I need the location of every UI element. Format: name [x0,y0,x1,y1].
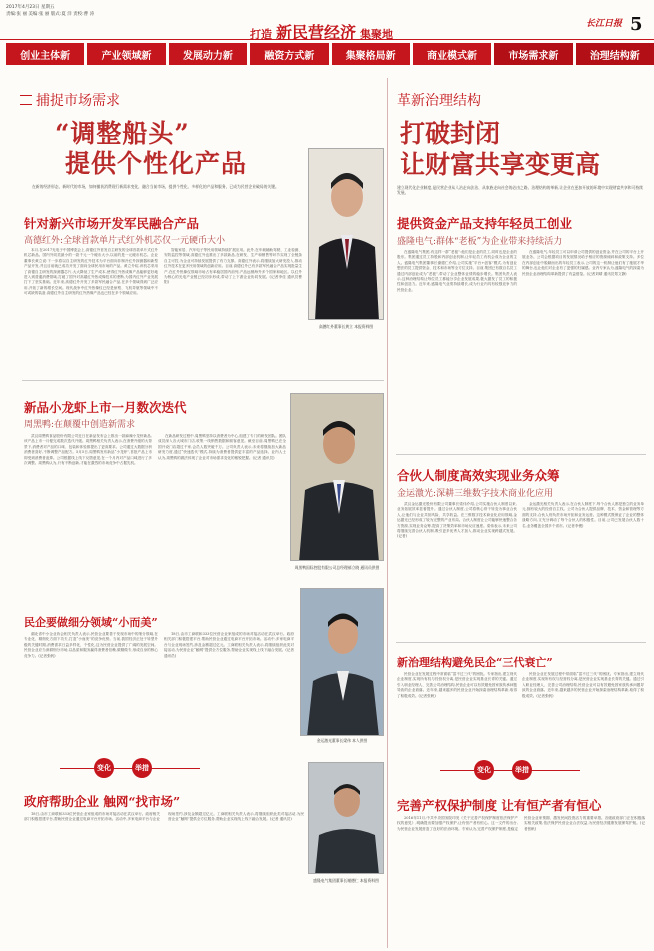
article-6-col2 [522,502,644,636]
page-header [0,0,654,40]
article-7-text-2: 民营企业在发展过程中常面临“富不过三代”的困扰。专家指出,建立现代企业制度,实现所有权与经营权分离,是民营企业实现基业长青的关键。通过引入职业经理人、完善公司治理结构,民营企业可以有效避免因家族传承问题导致的企业衰落。近年来,越来越多的民营企业开始探索治理结构革新,取得了积极成效。(记者张帆) [522,672,644,698]
article-5-col1 [397,250,517,446]
portrait-icon [301,589,384,736]
badge-measure: 举措 [132,758,152,778]
article-2-text-2: 在新品研发过程中,周黑鸭坚持以消费者为中心,组建了专门的研发团队。团队成员深入各大城市门店,收集一线销售数据和顾客意见。截至目前,周黑鸭已在全国开设门店超过千家,会员人数突破千万。公司负责人表示,未来将继续加大新品研发力度,通过“快速迭代”模式,持续为消费者提供更丰富的产品选择。业内人士认为,周黑鸭的做法体现了企业对市场需求变化的敏锐把握。(记者 通讯员) [158,434,286,460]
headline-1: “调整船头” [55,119,190,148]
subhead-4: 政府帮助企业 触网“找市场” [24,794,181,809]
badge-rule [60,768,200,769]
photo-mid-left [300,588,384,736]
headline-4: 让财富共享变更高 [400,150,601,179]
article-2-col1 [24,434,152,606]
headline-2: 提供个性化产品 [65,149,248,178]
article-3-col2 [164,632,294,744]
banner-suffix: 集聚地 [360,28,394,41]
article-3-text-2: 18日,由市工商联和333位民营企业家组成的市场对接活动在武汉举行。政府相关部门积极搭建平台,帮助民营企业通过电商平台开拓市场。活动中,多家电商平台与企业现场签约,涉及金额超过亿元。工商联相关负责人表示,将继续组织此类对接活动,为民营企业“触网”提供全方位服务,帮助企业实现线上线下融合发展。(记者 通讯员) [164,632,294,658]
article-5-text-2: 在盛隆电气,年轻员工可以申请公司提供的创业资金,并在公司的平台上开展业务。公司会根据项目的发展情况给予相应的资源倾斜和政策支持。多位在内部创业中脱颖而出的年轻员工表示,公司的这一机制让他们有了施展才华的舞台,也让他们对企业有了更强的归属感。业内专家认为,盛隆电气的探索为民营企业治理结构革新提供了有益借鉴。(记者刘晴 通讯员郑文静) [522,250,644,276]
article-5-col2 [522,250,644,446]
article-1-col1 [24,248,158,373]
tag-lines-icon [20,95,32,105]
lead-text-left: 在新的经济形态，新时代的市场，如何捕获消费现行新需求变化，融合当前市场，提供个性化、多样化的产品和服务，已成为民营企业破局的关键。 [32,184,279,189]
nav-item-3: 发展动力新 [169,43,247,65]
article-4 [24,812,304,942]
portrait-icon [309,149,384,320]
nav-item-5: 集聚格局新 [332,43,410,65]
article-1-text-2: 智能家居、汽车电子等民用领域持续扩展应用。此外,在车载辅助驾驶、工业检测、安防监控等领域,高德红外也推出了多款新品,在研发、生产和销售等环节实现了全链条自主可控,为企业可持续发展提供了有力支撑。高德红外表示,将继续加大研发投入,推动红外技术在更多民用领域的创新应用。目前,高德红外已有多款军民融合产品实现批量生产,在红外热像仪领域市场占有率稳居国内前列,产品远销海外多个国家和地区。以红外为核心的光电产业链已经初步形成,带动了上下游企业协同发展。(记者李佳 通讯员曹 阳) [164,248,302,285]
badge-change: 变化 [94,758,114,778]
photo5-caption [300,738,384,754]
subhead-8: 完善产权保护制度 让有恒产者有恒心 [397,798,602,813]
rule [22,380,384,381]
article-5-text: 在盛隆电气集团,有这样一群“老板”:他们是企业的员工,同时也是企业的股东。集团通过员工持股和内部创业机制,让年轻员工有机会成为企业的主人。盛隆电气集团董事长谢德仁介绍,公司实施“平台+创客”模式,为有创业想法的员工提供资金、技术和市场等全方位支持。目前,集团已有数百名员工通过内部创业成为“老板”,带动了企业整体业绩的稳步增长。集团负责人表示,这种治理结构让每位员工都能分享企业发展成果,极大激发了员工的积极性和创造力。近年来,盛隆电气业绩持续增长,成为行业内具有较强竞争力的民营企业。 [397,250,517,292]
article-1-col2 [164,248,302,373]
section-nav [6,43,654,65]
article-3-text: 湖北省中小企业协会相关负责人表示,民营企业要善于发现市场中的细分领域,在专业化、精细化方面下功夫,打造“小而美”的竞争优势。当前,我国经济正处于转型升级的关键时期,消费需求日益多样化、个性化,这为民营企业提供了广阔的发展空间。民营企业应当深耕细分市场,以品质和服务赢得消费者信赖,做精做专,形成自身的核心竞争力。(记者张帆) [24,632,158,658]
article-1-text: 本月,在2017光电子中国博览会上,高德红外首发自主研发的全球首款单片式红外机芯新品。国内外同类最小的一款千元一个硬币大小,以前的是一元硬币机芯。企业董事长黄立说:下一步将以自主研发的红外技术为平台面向非制冷红外探测器和新型产品开发,并且目前就已成功开发了面向全球民用市场的产品。黄立介绍,该机芯采用了高德自主研发的探测器芯片,大大降低了生产成本,使得红外热成像产品能够更好地进入到普通消费领域,打破了国外对高端红外热成像技术的垄断,为国内红外产业发展打下了坚实基础。近年来,高德红外开发了多款军民融合产品,在多个领域得到广泛应用,开拓了新的增长空间。现代战争中红外热像仪已经是侦察、飞机导航等领域中不可或缺的装备,高德红外自主研发的红外热像产品也已经在多个领域应用。 [24,248,158,296]
article-7-col2 [522,672,644,754]
banner-main: 新民营经济 [276,23,357,42]
article-3-col1 [24,632,158,744]
subhead-5: 提供资金产品支持年轻员工创业 [397,216,573,231]
section-tag-text: 革新治理结构 [397,93,481,109]
article-8-text: 2016年11月,中共中央国务院印发《关于完善产权保护制度依法保护产权的意见》,明确提出要加强产权保护,让有恒产者有恒心。这一文件的出台,为民营企业发展营造了良好的法治环境。专家认为,完善产权保护制度,是稳定民营企业家预期、激发民间投资活力的重要举措。各级政府部门正在积极落实相关政策,依法保护民营企业合法权益,为民营经济健康发展保驾护航。(记者张帆) [397,816,645,831]
portrait-icon [291,394,384,561]
article-6-col1 [397,502,517,636]
subhead-2: 新品小龙虾上市一月数次迭代 [24,400,187,415]
photo3-caption: 盛隆电气集团董事长谢德仁 本报资料图 [313,878,379,883]
nav-item-4: 融资方式新 [250,43,328,65]
section-tag-right [397,90,481,110]
photo5-caption-text: 金运激光董事长梁伟 本人供图 [316,738,368,743]
column-divider [387,78,388,948]
photo-huang-li [308,148,384,320]
date-line: 2017年4月23日 星期五 [6,5,55,10]
banner-prefix: 打造 [250,28,272,41]
article-7-col1 [397,672,517,754]
subhead-1: 针对新兴市场开发军民融合产品 [24,216,200,231]
subhead-3: 民企要做细分领域“小而美” [24,616,158,629]
article-2-col2 [158,434,286,606]
subdeck-2: 周黑鸭:在颠覆中创造新需求 [24,420,136,430]
portrait-icon [309,763,384,874]
nav-item-8: 治理结构新 [576,43,654,65]
article-6-text-2: 金运激光相关负责人表示,在合伙人制度下,每个合伙人都是独立的业务单元,拥有较大的经营自主权。公司为合伙人提供品牌、技术、资金和管理等方面的支持,合伙人则负责市场开拓和业务运营。这种模式既保证了企业的整体战略方向,又充分调动了每个合伙人的积极性。目前,公司已发展合伙人数十名,业务覆盖全国多个省市。(记者李俊) [522,502,644,528]
photo-hao-lixiao [290,393,384,561]
nav-item-1: 创业主体新 [6,43,84,65]
nav-item-2: 产业领域新 [87,43,165,65]
brand-logo: 长江日报 [586,19,623,29]
nav-item-6: 商业模式新 [413,43,491,65]
article-6-text: 武汉金运激光股份有限公司董事长梁伟介绍,公司实施合伙人制度以来,业务拓展效率显著提升。通过合伙人制度,公司将核心骨干转变为事业合伙人,让他们与企业共担风险、共享收益。在三维数字技术商业化应用领域,金运激光已经形成了较为完整的产业布局。合伙人制度让公司能够快速整合各方资源,实现业务众筹,提高了决策效率和市场反应速度。梁伟表示,未来公司将继续完善合伙人机制,吸引更多优秀人才加入,推动企业实现跨越式发展。(记者) [397,502,517,539]
photo2-caption: 周黑鸭国际控股有限公司总经理郝立晓 通讯员供图 [294,565,380,570]
subhead-7: 新治理结构避免民企“三代衰亡” [397,656,553,669]
nav-item-7: 市场需求新 [494,43,572,65]
badge-rule [440,770,580,771]
page-number: 5 [630,14,643,35]
article-8 [397,816,645,944]
photo-liang-wei [308,762,384,874]
badge-change-right: 变化 [474,760,494,780]
badge-measure-right: 举措 [512,760,532,780]
article-7-text: 民营企业在发展过程中常面临“富不过三代”的困扰。专家指出,建立现代企业制度,实现所有权与经营权分离,是民营企业实现基业长青的关键。通过引入职业经理人、完善公司治理结构,民营企业可以有效避免因家族传承问题导致的企业衰落。近年来,越来越多的民营企业开始探索治理结构革新,取得了积极成效。(记者张帆) [397,672,517,698]
rule [396,642,646,643]
banner [250,20,393,43]
headline-3: 打破封闭 [400,119,501,148]
section-tag-left [20,90,120,110]
subdeck-1: 高德红外:全球首款单片式红外机芯仅一元硬币大小 [24,236,226,246]
section-tag-text: 捕捉市场需求 [36,93,120,109]
photo1-caption: 高德红外董事长黄立 本报资料图 [318,324,374,329]
article-4-text: 18日,由市工商联和333位民营企业家组成的市场对接活动在武汉举行。政府相关部门积极搭建平台,帮助民营企业通过电商平台开拓市场。活动中,多家电商平台与企业现场签约,涉及金额超过亿元。工商联相关负责人表示,将继续组织此类对接活动,为民营企业“触网”提供全方位服务,帮助企业实现线上线下融合发展。(记者 通讯员) [24,812,304,822]
subhead-6: 合伙人制度高效实现业务众筹 [397,468,560,483]
editor-line: 责编:张 丽 美编:张 丽 版式:夏 洋 责校:曹 涛 [6,12,95,17]
lead-text-right: 建立现代化企业制度,是民营企业从人治走向法治、从家族走向社会的必由之路。治理结构的革新,让企业在更加开放的环境中实现财富共享和可持续发展。 [397,185,643,196]
subdeck-6: 金运激光:深耕三维数字技术商业化应用 [397,489,554,499]
rule [396,454,646,455]
article-2-text: 武汉周黑鸭食品股份有限公司近日在新品发布会上推出一款麻辣小龙虾新品,该产品上市一月便完成数次迭代升级。周黑鸭相关负责人表示,在消费升级的大背景下,消费者对产品的口味、包装和体验都提出了更高要求。公司通过大数据分析消费者喜好,不断调整产品配方。5月5日,周黑鸭发布新品“小龙虾”,首批产品上市即受到消费者追捧。公司根据线上线下反馈意见,在一个月内对产品口味进行了多次调整。周黑鸭认为,只有不断创新,才能在激烈的市场竞争中占据先机。 [24,434,152,466]
subdeck-5: 盛隆电气:群体“老板”为企业带来持续活力 [397,237,563,247]
